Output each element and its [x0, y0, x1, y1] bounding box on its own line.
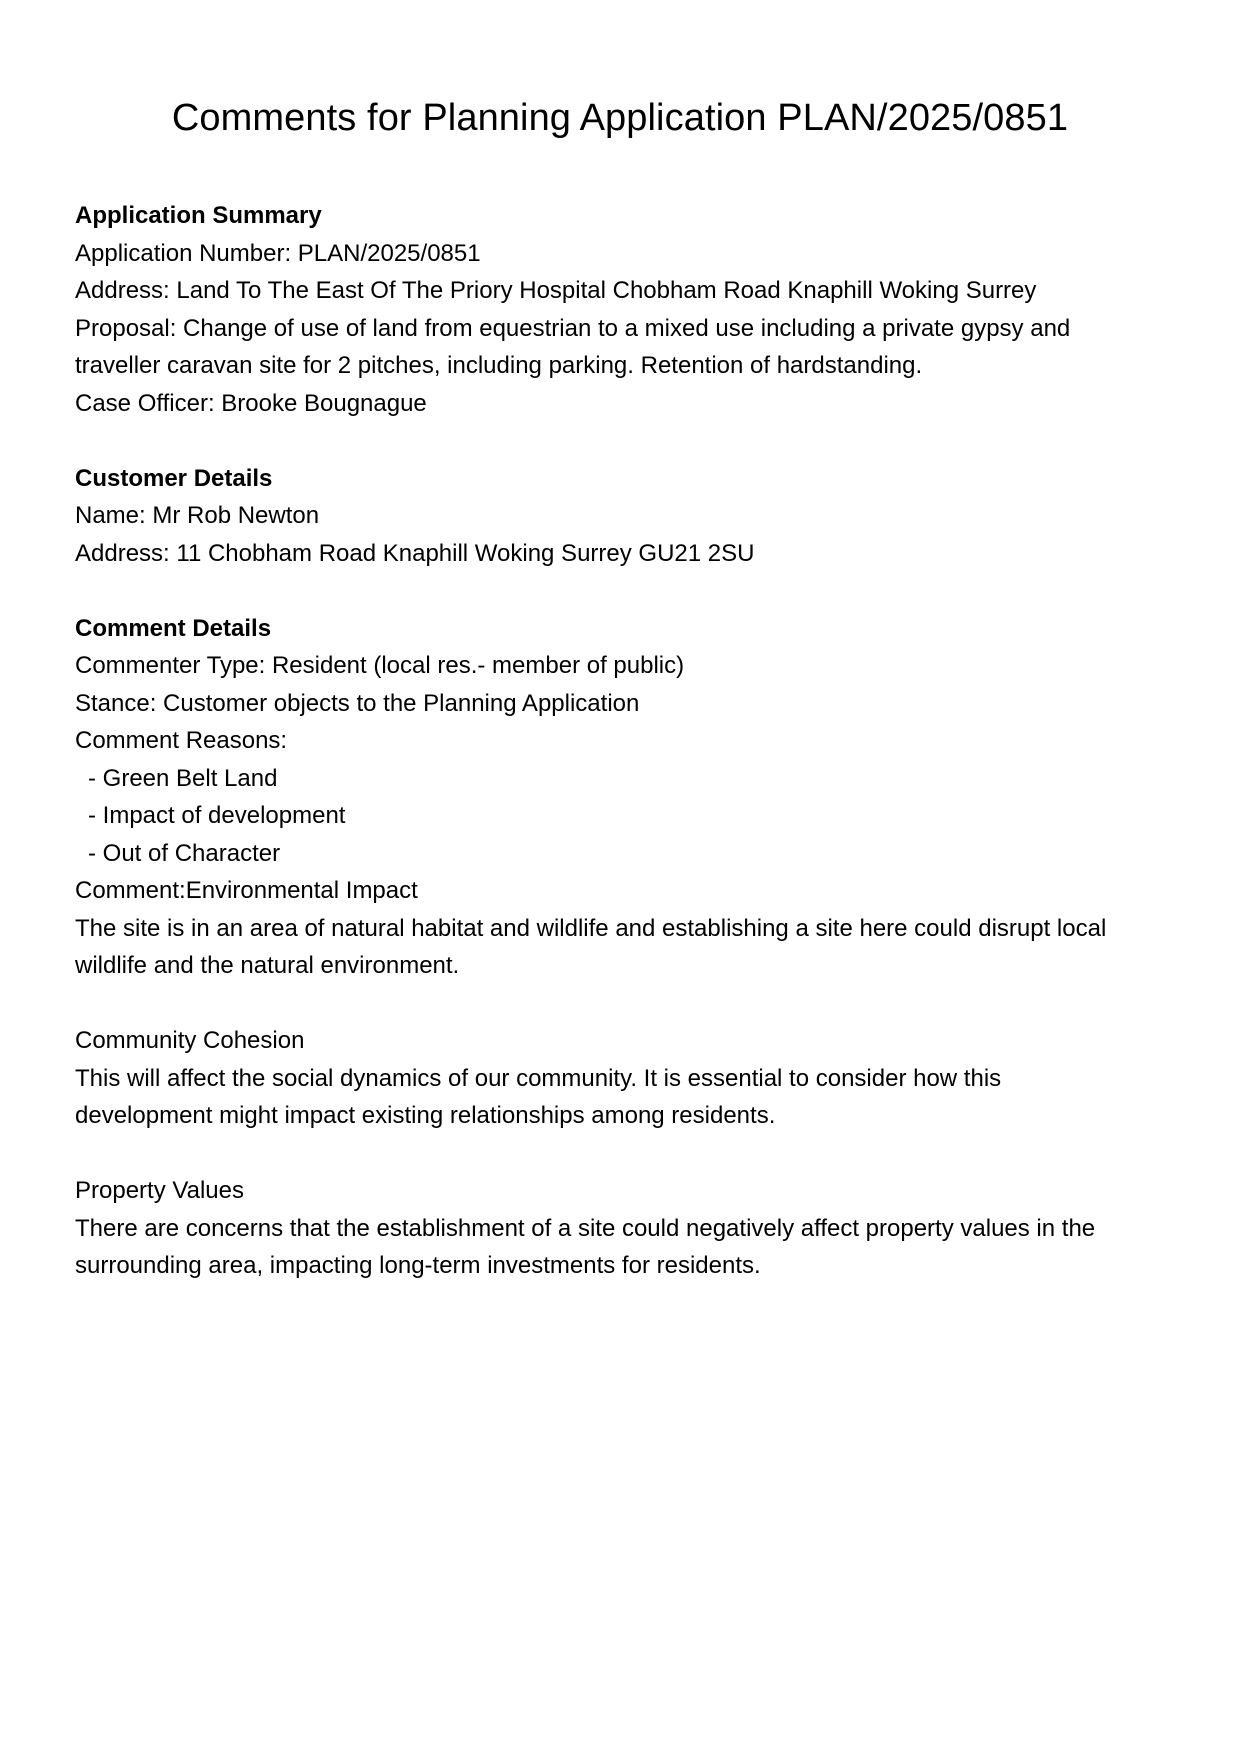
comment-details-heading: Comment Details: [75, 614, 272, 642]
case-officer: Case Officer: Brooke Bougnague: [75, 389, 427, 417]
comment-reasons-label: Comment Reasons:: [75, 727, 288, 754]
customer-address: Address: 11 Chobham Road Knaphill Woking Surrey GU21 2SU: [75, 539, 755, 567]
customer-name: Name: Mr Rob Newton: [75, 502, 320, 529]
section-spacer: [75, 422, 1175, 460]
environmental-impact-line-2: wildlife and the natural environment.: [75, 952, 460, 979]
property-values-line-2: surrounding area, impacting long-term investments for residents.: [75, 1252, 761, 1279]
document-body: [75, 197, 1175, 1285]
community-cohesion-line-1: This will affect the social dynamics of our community. It is essential to consider how this: [75, 1064, 1002, 1092]
commenter-type: Commenter Type: Resident (local res.- member of public): [75, 652, 685, 679]
application-summary-section: [75, 197, 1175, 422]
application-summary-heading: Application Summary: [75, 202, 322, 229]
comment-reason-item: - Impact of development: [88, 802, 346, 829]
community-cohesion-heading: Community Cohesion: [75, 1027, 305, 1054]
customer-details-heading: Customer Details: [75, 464, 273, 492]
comment-stance: Stance: Customer objects to the Planning Application: [75, 689, 640, 717]
proposal-line-2: traveller caravan site for 2 pitches, including parking. Retention of hardstanding.: [75, 352, 923, 379]
paragraph-spacer: [75, 985, 1175, 1023]
comment-details-section: [75, 610, 1175, 1285]
section-spacer: [75, 572, 1175, 610]
paragraph-spacer: [75, 1135, 1175, 1173]
customer-details-section: [75, 460, 1175, 573]
page-title: Comments for Planning Application PLAN/2025/0851: [171, 97, 1069, 139]
application-address: Address: Land To The East Of The Priory Hospital Chobham Road Knaphill Woking Surrey: [75, 277, 1037, 304]
comment-reason-item: - Green Belt Land: [88, 764, 278, 792]
property-values-line-1: There are concerns that the establishment of a site could negatively affect property values in the: [75, 1214, 1096, 1242]
comment-intro: Comment:Environmental Impact: [75, 877, 418, 904]
community-cohesion-line-2: development might impact existing relationships among residents.: [75, 1102, 776, 1129]
application-number: Application Number: PLAN/2025/0851: [75, 239, 481, 267]
environmental-impact-line-1: The site is in an area of natural habitat and wildlife and establishing a site here could disrupt local: [75, 914, 1107, 942]
proposal-line-1: Proposal: Change of use of land from equestrian to a mixed use including a private gypsy and: [75, 314, 1071, 342]
comment-reason-item: - Out of Character: [88, 839, 281, 867]
property-values-heading: Property Values: [75, 1177, 244, 1204]
